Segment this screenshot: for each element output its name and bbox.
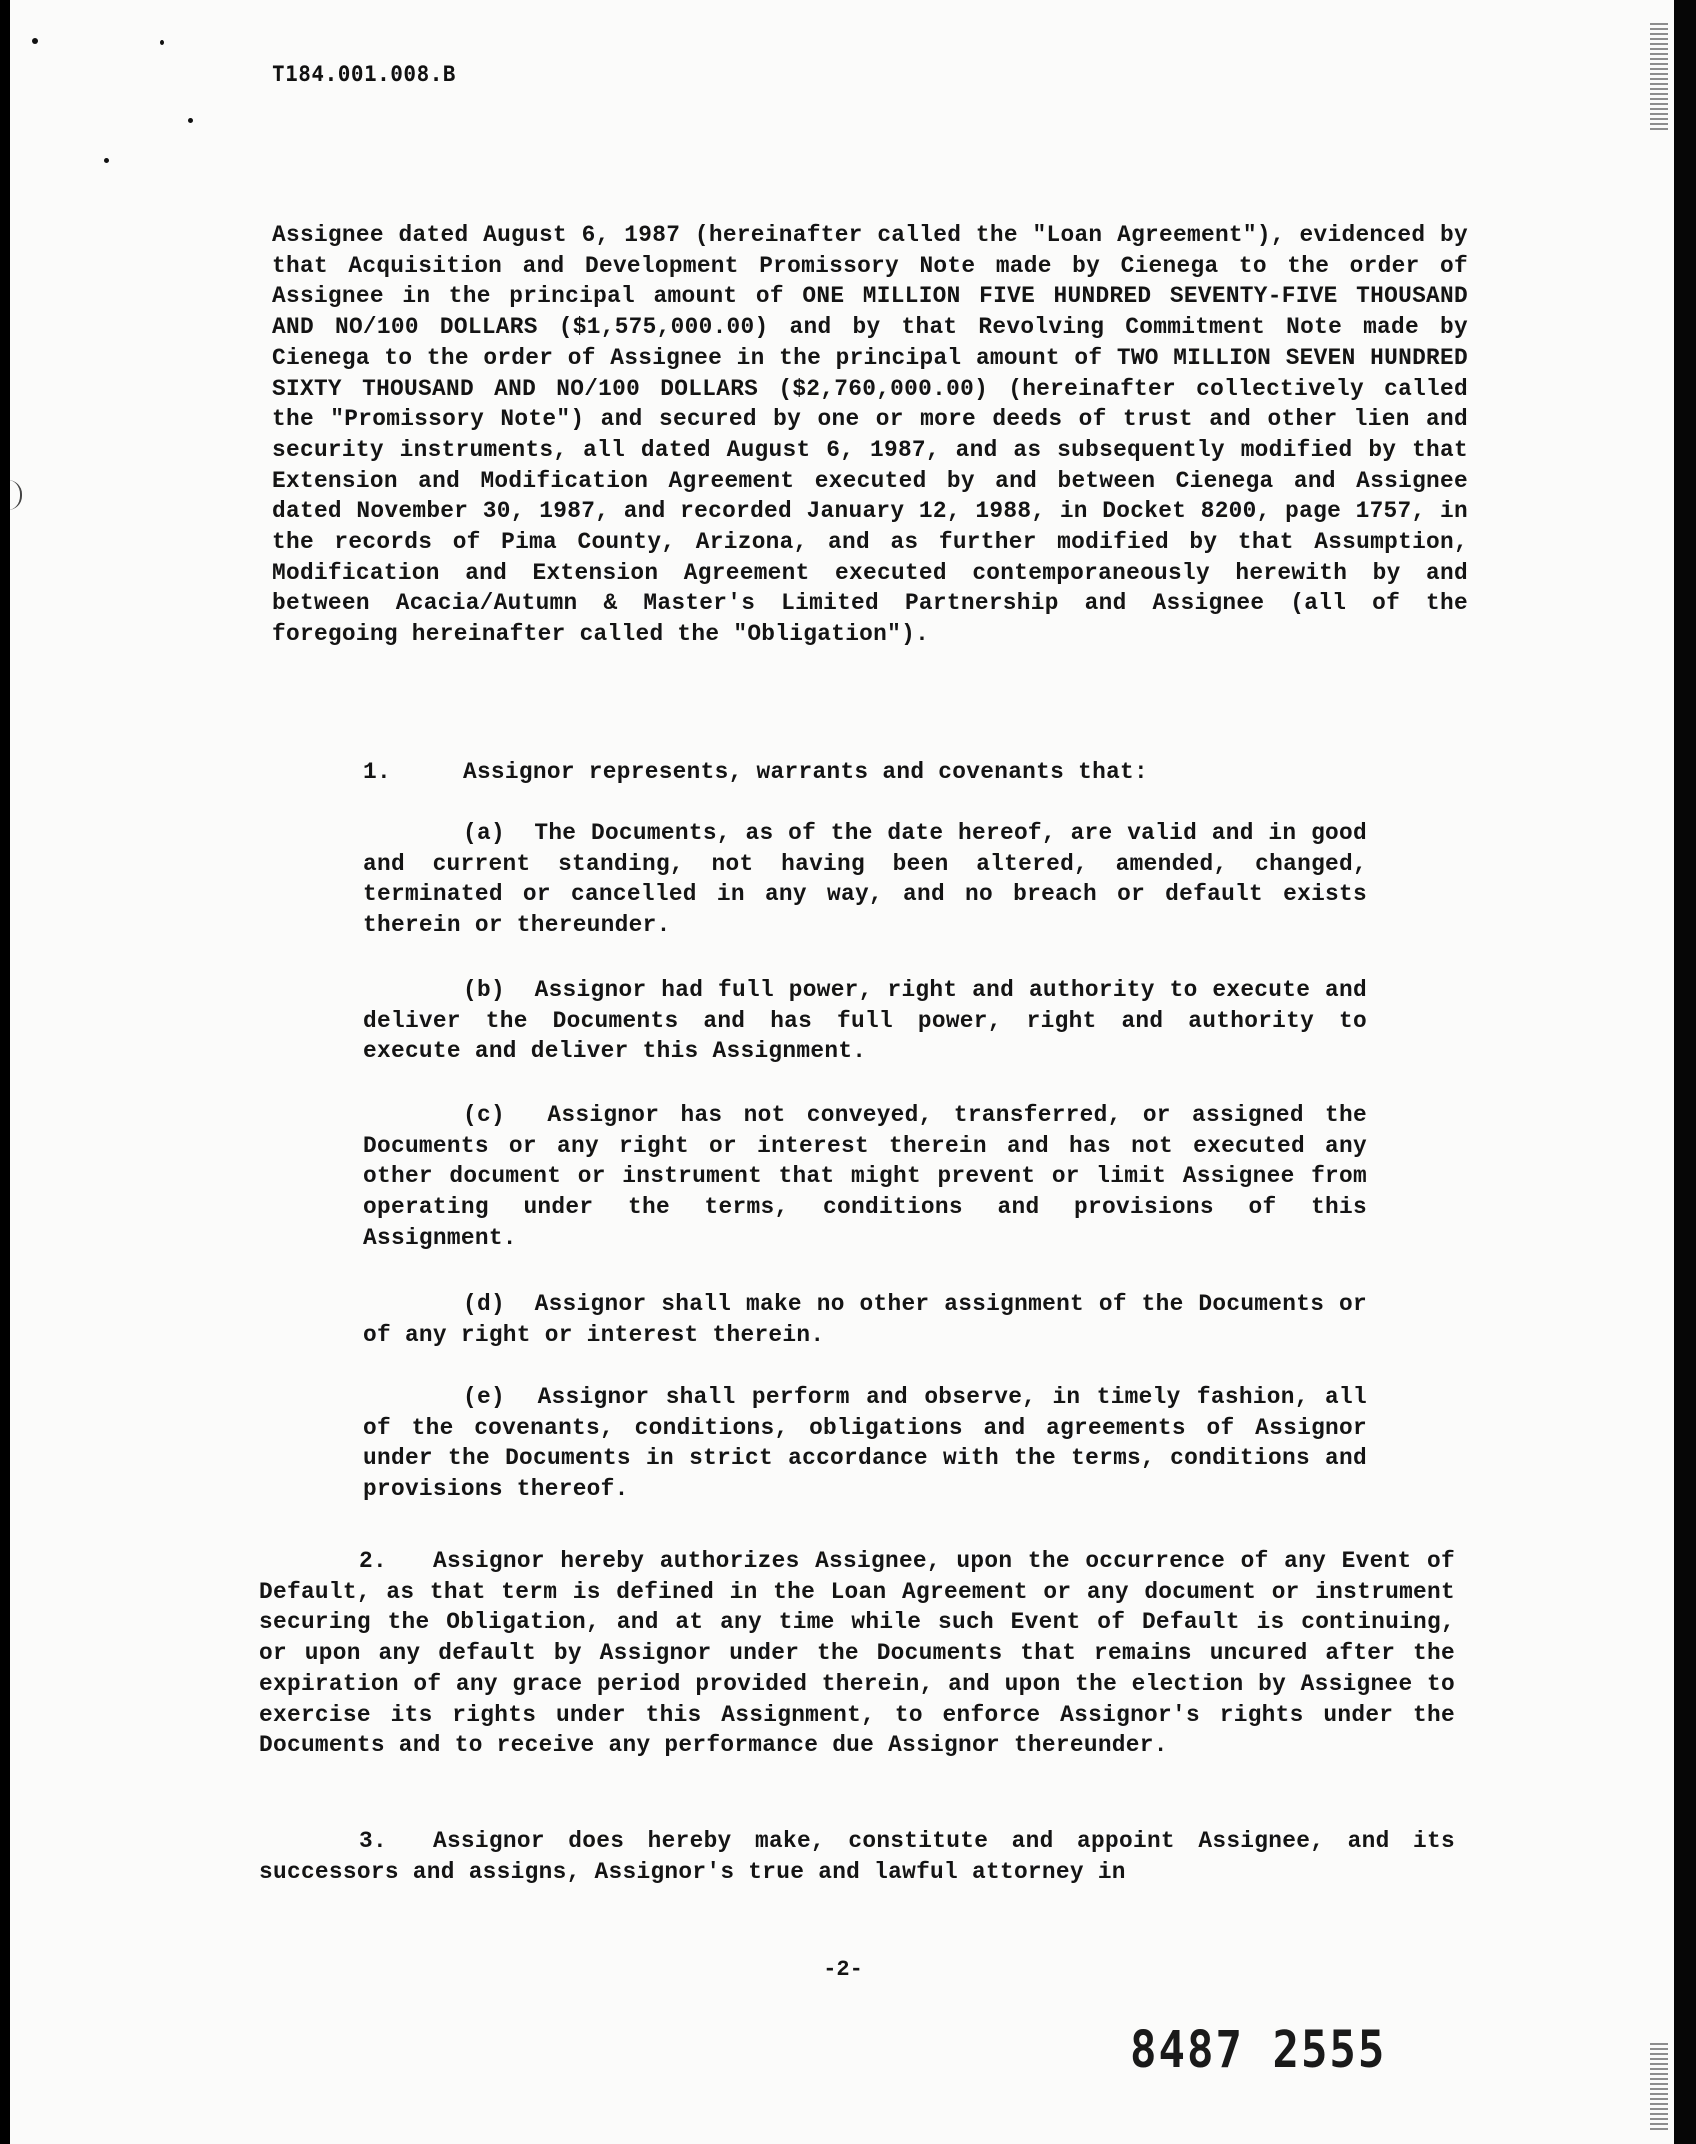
clause-2-number: 2. (359, 1548, 387, 1574)
sub-clause-b-text: Assignor had full power, right and authority to execute and deliver the Documents and has full power, right and authority to execute and deliver this Assignment. (363, 977, 1367, 1065)
clause-3-text: Assignor does hereby make, constitute and appoint Assignee, and its successors and assigns, Assignor's true and lawful attorney in (259, 1828, 1455, 1885)
sub-clause-e (363, 1382, 1367, 1505)
clause-1-number: 1. (363, 759, 391, 785)
document-page (10, 0, 1676, 2144)
sub-clause-e-text: Assignor shall perform and observe, in timely fashion, all of the covenants, conditions, obligations and agreements of Assignor under the Documents in strict accordance with the terms, conditions and provisions thereof. (363, 1384, 1367, 1503)
sub-clause-a (363, 818, 1367, 941)
clause-2 (259, 1546, 1455, 1761)
sub-clause-c-label: (c) (463, 1102, 505, 1128)
scan-speck (160, 40, 164, 45)
sub-clause-d (363, 1289, 1367, 1350)
intro-paragraph-text: Assignee dated August 6, 1987 (hereinafter called the "Loan Agreement"), evidenced by that Acquisition and Development Promissory Note made by Cienega to the order of Assignee in the principal amount of ONE MILLION FIVE HUNDRED SEVENTY-FIVE THOUSAND AND NO/100 DOLLARS ($1,575,000.00) and by that Revolving Commitment Note made by Cienega to the order of Assignee in the principal amount of TWO MILLION SEVEN HUNDRED SIXTY THOUSAND AND NO/100 DOLLARS ($2,760,000.00) (hereinafter collectively called the "Promissory Note") and secured by one or more deeds of trust and other lien and security instruments, all dated August 6, 1987, and as subsequently modified by that Extension and Modification Agreement executed by and between Cienega and Assignee dated November 30, 1987, and recorded January 12, 1988, in Docket 8200, page 1757, in the records of Pima County, Arizona, and as further modified by that Assumption, Modification and Extension Agreement executed contemporaneously herewith by and between Acacia/Autumn & Master's Limited Partnership and Assignee (all of the foregoing hereinafter called the "Obligation"). (272, 222, 1468, 648)
clause-1-text: Assignor represents, warrants and covenants that: (462, 759, 1149, 785)
sub-clause-b (363, 975, 1367, 1067)
scan-noise-bottom (1650, 2040, 1668, 2130)
scan-speck (104, 158, 109, 163)
scan-border-right (1674, 0, 1696, 2144)
clause-2-text: Assignor hereby authorizes Assignee, upon the occurrence of any Event of Default, as that term is defined in the Loan Agreement or any document or instrument securing the Obligation, and at any time while such Event of Default is continuing, or upon any default by Assignor under the Documents that remains uncured after the expiration of any grace period provided therein, and upon the election by Assignee to exercise its rights under this Assignment, to enforce Assignor's rights under the Documents and to receive any performance due Assignor thereunder. (259, 1548, 1455, 1759)
clause-3-number: 3. (359, 1828, 387, 1854)
intro-paragraph (272, 220, 1468, 650)
document-stamp-number: 8487 2555 (1130, 2021, 1387, 2080)
sub-clause-e-label: (e) (463, 1384, 505, 1410)
document-id: T184.001.008.B (272, 62, 457, 86)
sub-clause-c (363, 1100, 1367, 1254)
sub-clause-d-label: (d) (463, 1291, 505, 1317)
scan-speck (32, 38, 38, 44)
scan-artifact-left (10, 480, 22, 510)
sub-clause-d-text: Assignor shall make no other assignment of the Documents or of any right or interest therein. (363, 1291, 1367, 1348)
scan-speck (188, 118, 193, 123)
sub-clause-a-text: The Documents, as of the date hereof, are valid and in good and current standing, not having been altered, amended, changed, terminated or cancelled in any way, and no breach or default exists therein or thereunder. (363, 820, 1367, 939)
scan-noise-top (1650, 20, 1668, 130)
sub-clause-a-label: (a) (463, 820, 505, 846)
page-number: -2- (823, 1957, 863, 1982)
sub-clause-b-label: (b) (463, 977, 505, 1003)
clause-3 (259, 1826, 1455, 1887)
sub-clause-c-text: Assignor has not conveyed, transferred, or assigned the Documents or any right or interest therein and has not executed any other document or instrument that might prevent or limit Assignee from operating under the terms, conditions and provisions of this Assignment. (363, 1102, 1368, 1251)
clause-1 (363, 757, 1367, 788)
